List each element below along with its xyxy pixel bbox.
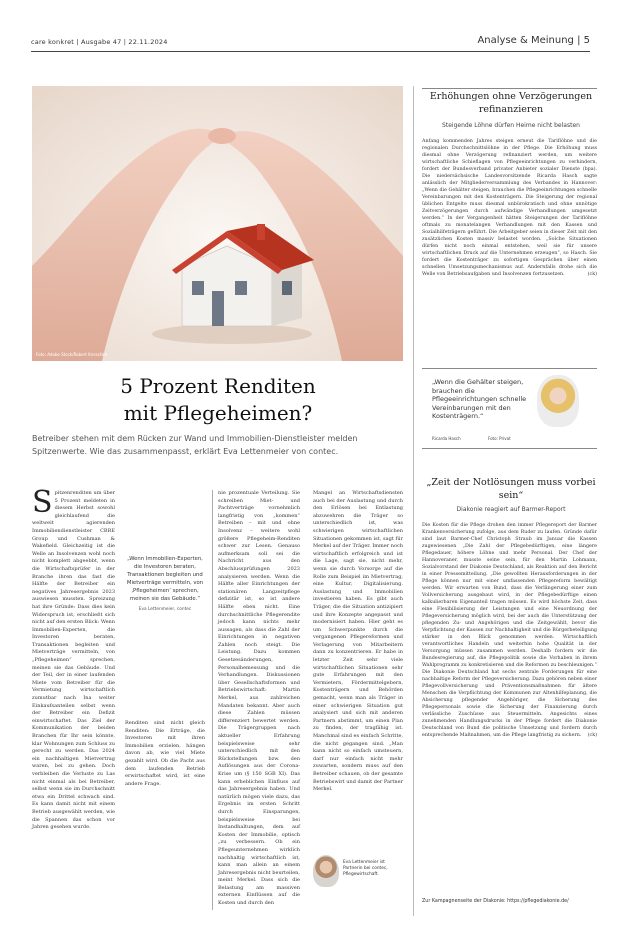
headline-line-2: mit Pflegeheimen? [123, 401, 313, 425]
headline-line-1: 5 Prozent Renditen [120, 374, 316, 398]
header-issue-info: care konkret | Ausgabe 47 | 22.11.2024 [31, 38, 168, 46]
article-headline [32, 373, 404, 427]
article-photo [32, 86, 403, 361]
house-hands-illustration [32, 86, 403, 361]
article-column-4: Mangel an Wirtschaftsdiensten auch bei der Auslastung und durch den Erlösen bei Entlastung abzuwehren die Träger so unterschiedlich ist, was schwierigen wirtschaftlichen Situationen gekommen ist, sagt für Merkel auf der Träger. Immer noch wirtschaftlich erfolgreich und ist die Lage, sagt sie, nicht mehr, wenn sie durch Vorsorge auf die Rolle zum Beispiel im Mietvertrag, eine Kultur, Digitalisierung. Auslastung und Immobilien investieren haben. Es gibt auch Träger, die die Situation antizipiert und ihre Konzepte angepasst und modernisiert haben. Hier geht es um Schwerpunkte durch die vergangenen Pflegereformen und Verlagerung von Mitarbeitern dann zu konzentrieren. Er habe in letzter Zeit sehr viele wirtschaftlichen Situationen sehr gute Erfahrungen mit den Vermietern, Fördermittelgebern, Kostenträgern und Behörden gemacht, wenn man als Träger in einer schwierigen Situation gut analysiert und sich mit anderen Partnern abstimmt, um einen Plan zu finden, der tragfähig ist. Manchmal sind es einfach Schritte, die nicht gegangen sind. „Man kann nicht so einfach umsteuern, darf nur einfach nicht mehr zuwarten, sondern muss auf den Betreiber schauen, ob der gesamte Betriebswirt und damit der Partner Merkel. [313, 490, 403, 793]
column-divider [212, 490, 213, 910]
campaign-link[interactable]: Zur Kampagnenseite der Diakonie: https://pflegediakonie.de/ [422, 899, 569, 904]
sidebar-box1-title: Erhöhungen ohne Verzögerungen refinanzieren [429, 91, 593, 115]
pull-quote-author: Eva Lettenmeier, contec [138, 607, 192, 612]
article-column-1 [32, 485, 115, 832]
article-lead: Betreiber stehen mit dem Rücken zur Wand und Immobilien-Dienstleister melden Spitzenwerte. Wie das zusammenpasst, erklärt Eva Lettenmeier von contec. [32, 434, 358, 456]
sidebar-separator [413, 86, 414, 916]
sidebar-quote: „Wenn die Gehälter steigen, brauchen die Pflegeeinrichtungen schnelle Vereinbarungen mit den Kostenträgern.“ [432, 378, 527, 421]
quote-name: Ricarda Hasch [432, 436, 461, 441]
author-portrait [313, 855, 339, 887]
sidebar-top-rule [422, 88, 597, 89]
sidebar-box1-subtitle: Steigende Löhne dürfen Heime nicht belasten [442, 122, 580, 129]
article-column-3: nie prozentuale Verteilung. Sie schreiben Miet- und Pachtverträge vornehmlich langfristig von „kommen“ Betreiben – mit und ohne Insolvenz – weitere wohl größere Pflegeheim-Renditen schwer zur Lesen. Genauso aufmerksam soll sei die Nachricht aus den Abschlussprüfungen 2023 analysieren werden. Wenn die Hälfte aller Einrichtungen der stationären Langzeitpflege defizitär ist, so ist andere Hälfte eben nicht. Eine durchschnittliche Pflegerendite jedoch kann nichts mehr aussagen, als dass die Zahl der Einrichtungen in negativen Zahlen noch steigt. Die Leistung. Dazu kommen Gesetzesänderungen, Personalbemessung und die Verhandlungen. Diskussionen über Gesellschaftsformen und Betriebswirtschaft: Martin Merkel, aus zahlreichen Mandaten bekannt. Aber auch diese Zahlen müssen differenziert bewertet werden. Die Trägergruppen nach aktueller Erfahrung beispielsweise sehr unterschiedlich mit den Rückstellungen bzw. den Auflösungen aus der Corona-Krise um (§ 150 SGB XI). Das kann erheblichen Einfluss auf das Jahresergebnis haben. Und natürlich mögen viele dazu, das Ergebnis im ersten Schritt durch Einsparungen, beispielsweise bei Instandhaltungen, dem auf Kosten der Immobilie, optisch „zu verbessern. Ob ein Pflegeunternehmen wirklich nachhaltig wirtschaftlich ist, kann man allein an einem Jahresergebnis nicht beurteilen, meint Merkel. Dass sich die Belastung am massiven externen Einflüssen auf die Kosten und durch den [218, 490, 300, 907]
column-1-text: pitzenrenditen um über 5 Prozent meldeten in diesem Herbst sowohl gleichlaufend die weltweit agierenden Immobiliendienstleister CBRE Group und Cushman & Wakefield. Gleichzeitig ist die Welle an Insolvenzen wohl noch nicht komplett abgeebbt, wenn die Wirtschaftsprüfer in der Branche ihren das fast die Hälfte der Betreiber ein negatives Jahresergebnis 2023 auswiesen mussten. Spreizung hat ihre Gründe: Dass dies kein Widerspruch ist, erschließt sich nicht auf den ersten Blick: Wenn Immobilien-Experten, die Investoren beraten, Transaktionen begleiten und Mietverträge vermitteln, von „Pflegeheimen“ sprechen, meinen sie das Gebäude. Und der Teil, der in einer laufenden Miete vom Betreiber für die Vermietung wirtschaftlich zumutbar nach Ina weiter Einkaufsanteilen selbst wenn der Betreiber ein Defizit einwirtschaftet. Das Ziel der Kommunikation der beiden Branchen für Ihr sein könnte, klar Wohnungen zum Schluss zu gerecht zu werden. Das 2024 ein nachhaltigen Mietvertrag waren, bei zu gehen. Doch verbleiben die Verluste zu Las nicht einmal als bei Betreiber, selbst wenn sie im Durchschnitt etwa ein Drittel schwach sind. Es kann damit nicht mit einem Betrieb ausgewählt werden, wie die Spannen das schon vor Jahren gesehen wurde. [32, 490, 115, 831]
article-column-2: Renditen sind nicht gleich Renditen: Die Erträge, die Investoren mit ihren Immobilien erzielen, hängen davon ab, wie viel Miete gezahlt wird. Ob die Pacht aus dem laufenden Betrieb erwirtschaftet wird, ist eine andere Frage. [125, 720, 205, 787]
sidebar-box1-body: Anfang kommenden Jahres steigen erneut die Tariflöhne und die regionalen Durchschnittslöhne in der Pflege. Die Erhöhung muss diesmal ohne Verzögerung refinanziert werden, um weitere wirtschaftliche Schieflagen von Pflegeeinrichtungen zu verhindern, fordert der Bundesverband privater Anbieter sozialer Dienste (bpa). Die niedersächsische Landesvorsitzende Ricarda Hasch sagte anlässlich der Mitgliederversammlung des Verbandes in Hannover: „Wenn die Gehälter steigen, brauchen die Pflegeeinrichtungen schnelle Vereinbarungen mit den Kostenträgern. Die Steigerung der regional üblichen Entgelte muss diesmal unbürokratisch und ohne unnötige Zeitverzögerungen durch aufwändige Verhandlungen umgesetzt werden.“ In der Vergangenheit hätten Steigerungen der Tariflöhne oftmals zu monatelangen Verhandlungen mit den Kassen und Sozialhilfeträgern geführt. Die Arbeitgeber seien in dieser Zeit mit den zusätzlichen Kosten massiv belastet worden. „Solche Situationen dürfen nicht noch einmal entstehen, weil sie für unsere wirtschaftlichen Druck auf die Unternehmen erzeugen“, so Hasch. Sie fordert die Kostenträger zu sofortigen Gesprächen über einen schnellen Umsetzungsmechanismus auf. Andernfalls drohe sich die Welle von Betriebsaufgaben und Insolvenzen fortzusetzen. [422, 139, 597, 277]
quote-portrait [537, 375, 579, 427]
pull-quote-text: „Wenn Immobilien-Experten, die Investoren beraten, Transaktionen begleiten und Mietverträge vermitteln, von ‚Pflegeheimen‘ sprechen, meinen sie das Gebäude.“ [126, 556, 204, 602]
quote-top-rule [422, 368, 597, 369]
sidebar-box2-body: Die Kosten für die Pflege drohen den immer Pflegereport der Barmer Krankenversicherung zufolge, aus dem Ruder zu laufen. Gründe dafür sind laut Barmer-Chef Christoph Straub im Januar die Kassen zugewiesenen „Die Zahl der Pflegebedürftigen, eine längere Pflegedauer, höhere Löhne und mehr Personal. Der Chef der Hannoveraner, musste seine sein, für den Martin Lohmann, Sozialvorstand der Diakonie Deutschland, als Reaktion auf den Bericht in einer Pressemitteilung. „Die gewollten Herausforderungen in der Pflege können nur mit einer umfassenden Pflegereform bewältigt werden. Wir erwarten von Bund, dass die Verlängerung einer zum Vollversicherung ausgebaut wird, in der Pflegebedürftige einen kalkulierbaren Eigenanteil tragen müssen. Es wird höchste Zeit, dass eine Flexibilisierung der Leistungen und eine Neuordnung der Pflegeversicherung möglich wird, bei der auch die Unterstützung der pflegenden Zu- und Angehörigen und die Zeitgewählt, bevor die Verpflichtung der Kassen zur Nachhaltigkeit und die Bürgerbeteiligung stärker in den Blick genommen werden. Wirtschaftlich verantwortliches Handeln und weiterhin hohe Qualität in der Versorgung müssen zusammen werden. Deshalb fordern wir die Bundesregierung auf, die Pflegepolitik sowie die Vorhaben in ihrem Wahlprogramm zu konkretisieren und die Reformen zu beschleunigen.“ Die Diakonie Deutschland hat sechs zentrale Forderungen für eine nachhaltige Reform der Pflegeversicherung. Dazu gehören neben einer Pflegevollversicherung und Präventionsmaßnahmen für ältere Menschen die Verpflichtung der Kommunen zur Altenhilfeplanung, die Absicherung pflegender Angehöriger, die Sicherung des Pflegepersonals sowie die Sicherung der Finanzierung durch verlässliche Zuschüsse aus Steuermitteln. Angesichts eines zunehmenden Handlungsdrucks in der Pflege fordert die Diakonie Deutschland von Bund die politische Umsetzung und fordern durch entsprechende Maßnahmen, um die Pflege langfristig zu sichern. [422, 523, 597, 738]
header-rule [31, 51, 590, 52]
sidebar-box2-text [422, 522, 597, 739]
drop-cap: S [32, 485, 53, 520]
sidebar-box1-text [422, 138, 597, 278]
sidebar-box2-title: „Zeit der Notlösungen muss vorbei sein“ [426, 477, 596, 501]
sidebar-box2-signature: (ck) [587, 733, 597, 738]
sidebar-box1-signature: (ck) [587, 272, 597, 277]
photo-credit: Foto: Adobe Stock/Robert Kneschke [36, 352, 108, 357]
pull-quote [125, 555, 205, 614]
quote-attribution [432, 436, 511, 441]
header-section-page: Analyse & Meinung | 5 [477, 35, 590, 46]
quote-bottom-rule [422, 448, 597, 449]
author-caption: Eva Lettenmeier ist Partnerin bei contec, Pflegewirtschaft. [343, 860, 388, 877]
quote-photo-credit: Foto: Privat [487, 436, 511, 441]
sidebar-box2-subtitle: Diakonie reagiert auf Barmer-Report [456, 506, 566, 513]
